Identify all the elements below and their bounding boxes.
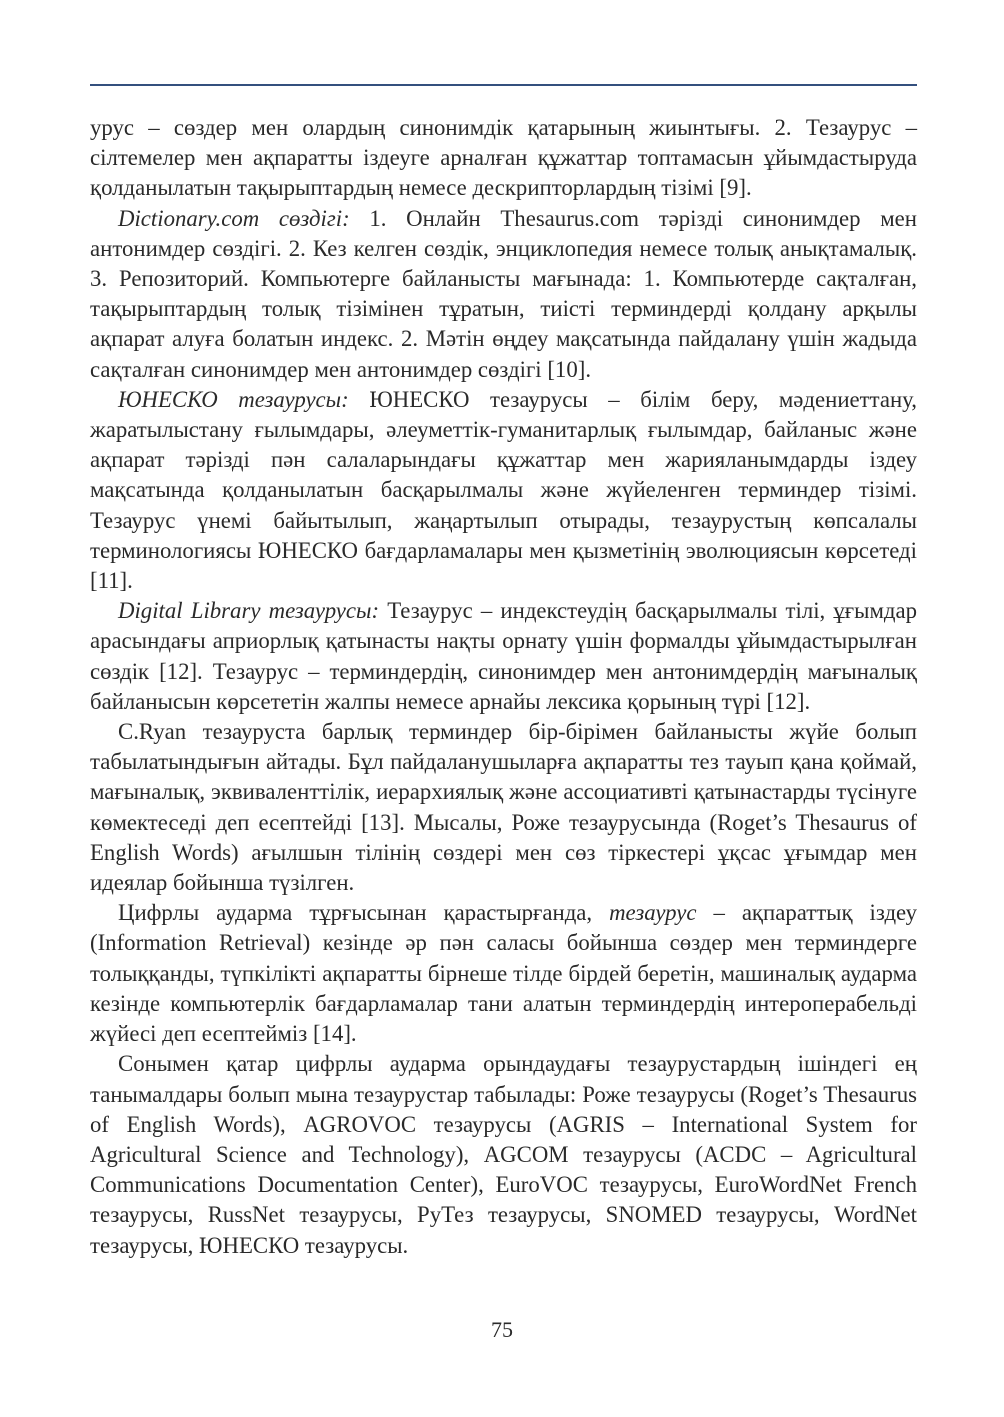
paragraph-6-term: тезаурус [609, 900, 697, 926]
paragraph-6 [90, 898, 917, 1049]
paragraph-4 [90, 596, 917, 717]
paragraph-4-lead: Digital Library тезаурусы: [118, 598, 380, 624]
paragraph-5-text: C.Ryan тезауруста барлық терминдер бір-бірімен байланысты жүйе болып табылатындығын айтады. Бұл пайдаланушыларға ақпаратты тез тауып қана қоймай, мағыналық, эквиваленттілік, иерархиялық және ассоциативті қатынастарды түсінуге көмектеседі деп есептейді [13]. Мысалы, Роже тезаурусында (Roget’s Thesaurus of English Words) ағылшын тілінің сөздері мен сөз тіркестері ұқсас ұғымдар мен идеялар бойынша түзілген. [90, 719, 917, 896]
paragraph-5 [90, 717, 917, 898]
page-number: 75 [491, 1317, 513, 1342]
paragraph-7 [90, 1049, 917, 1260]
paragraph-2 [90, 204, 917, 385]
paragraph-1-text: урус – сөздер мен олардың синонимдік қатарының жиынтығы. 2. Тезаурус – сілтемелер мен ақпаратты іздеуге арналған құжаттар топтамасын ұйымдастыруда қолданылатын тақырыптардың немесе дескрипторлардың тізімі [9]. [90, 115, 917, 201]
paragraph-6-pre: Цифрлы аударма тұрғысынан қарастырғанда, [118, 900, 610, 926]
header-rule [90, 84, 917, 86]
paragraph-3 [90, 385, 917, 596]
paragraph-6-text: – ақпараттық іздеу (Information Retrieval) кезінде әр пән саласы бойынша сөздер мен терминдерге толыққанды, түпкілікті ақпаратты бірнеше тілде бірдей беретін, машиналық аударма кезінде компьютерлік бағдарламалар тани алатын терминдердің интероперабельді жүйесі деп есептейміз [14]. [90, 900, 917, 1047]
paragraph-4-text: Тезаурус – индекстеудің басқарылмалы тілі, ұғымдар арасындағы априорлық қатынасты нақты орнату үшін формалды ұйымдастырылған сөздік [12]. Тезаурус – терминдердің, синонимдер мен антонимдердің мағыналық байланысын көрсететін жалпы немесе арнайы лексика қорының түрі [12]. [90, 598, 918, 714]
paragraph-2-lead: Dictionary.com сөздігі: [118, 205, 350, 231]
paragraph-1 [90, 113, 917, 204]
text-body [90, 113, 917, 1261]
paragraph-3-text: ЮНЕСКО тезаурусы – білім беру, мәдениеттану, жаратылыстану ғылымдары, әлеуметтік-гуманитарлық ғылымдар, байланыс және ақпарат тәрізді пән салаларындағы құжаттар мен жарияланымдарды іздеу мақсатында қолданылатын басқарылмалы және жүйеленген терминдер тізімі. Тезаурус үнемі байытылып, жаңартылып отырады, тезаурустың көпсалалы терминологиясы ЮНЕСКО бағдарламалары мен қызметінің эволюциясын көрсетеді [11]. [90, 386, 917, 594]
paragraph-3-lead: ЮНЕСКО тезаурусы: [118, 386, 349, 412]
paragraph-2-text: 1. Онлайн Thesaurus.com тәрізді синонимдер мен антонимдер сөздігі. 2. Кез келген сөздік, энциклопедия немесе толық анықтамалық. 3. Репозиторий. Компьютерге байланысты мағынада: 1. Компьютерде сақталған, тақырыптардың толық тізімінен тұратын, тиісті терминдерді қолдану арқылы ақпарат алуға болатын индекс. 2. Мәтін өңдеу мақсатында пайдалану үшін жадыда сақталған синонимдер мен антонимдер сөздігі [10]. [90, 205, 917, 382]
paragraph-7-text: Сонымен қатар цифрлы аударма орындаудағы тезаурустардың ішіндегі ең танымалдары болып мына тезаурустар табылады: Роже тезаурусы (Roget’s Thesaurus of English Words), AGROVOC тезаурусы (AGRIS – International System for Agricultural Science and Technology), AGCOM тезаурусы (ACDC – Agricultural Communications Documentation Center), EuroVOC тезаурусы, EuroWordNet French тезаурусы, RussNet тезаурусы, РуТез тезаурусы, SNOMED тезаурусы, WordNet тезаурусы, ЮНЕСКО тезаурусы. [90, 1051, 917, 1258]
